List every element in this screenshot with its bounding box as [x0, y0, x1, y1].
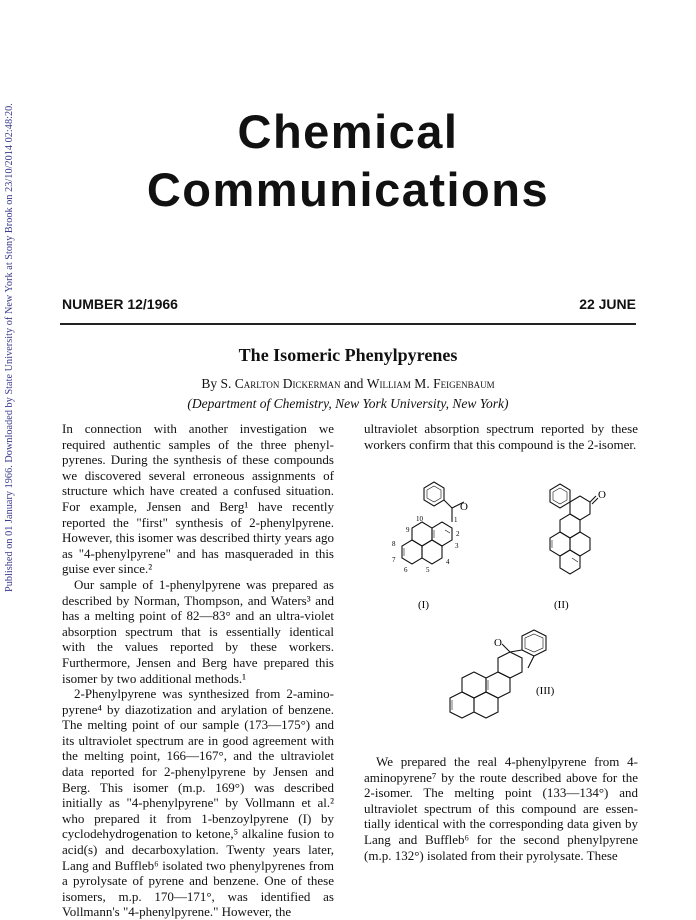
header-rule: [60, 323, 636, 325]
oxygen-atom-label: O: [598, 489, 606, 501]
journal-title-line2: Communications: [146, 163, 550, 216]
svg-text:5: 5: [426, 566, 430, 574]
left-column: [62, 421, 334, 920]
svg-text:1: 1: [454, 516, 458, 524]
svg-text:2: 2: [456, 530, 460, 538]
author-1: S. Carlton Dickerman: [220, 376, 341, 391]
svg-text:9: 9: [406, 526, 410, 534]
svg-text:6: 6: [404, 566, 408, 574]
download-notice: Published on 01 January 1966. Downloaded by State University of New York at Stony Brook on 23/10/2014 02:48:20.: [4, 103, 15, 592]
author-line: By S. Carlton Dickerman and William M. Feigenbaum: [201, 376, 495, 391]
affiliation: (Department of Chemistry, New York University, New York): [187, 396, 509, 411]
structure-II: [524, 474, 624, 614]
svg-text:3: 3: [455, 542, 459, 550]
svg-text:10: 10: [416, 515, 423, 523]
structure-label: (III): [536, 685, 555, 697]
structure-label: (I): [418, 599, 429, 611]
structure-I: [384, 474, 484, 614]
paragraph: In connection with another investigation we required authentic samples of the three phenyl-pyrenes. During the synthesis of these compounds we discovered several erroneous assignments of structure which have created a confused situation. For example, Jensen and Berg¹ have recently reported the "first" synthesis of 2-phenylpyrene. However, this isomer was described thirty years ago as "4-phenylpyrene" and has masqueraded in this guise ever since.²: [62, 421, 334, 577]
paragraph: We prepared the real 4-phenylpyrene from 4-aminopyrene⁷ by the route described above for the 2-isomer. The melting point (133—134°) and ultraviolet spectrum of this compound are essen-tially identical with the corresponding data given by Lang and Buffleb⁶ for the second phenylpyrene (m.p. 132°) isolated from their pyrolysate. These: [364, 754, 638, 863]
svg-text:8: 8: [392, 540, 396, 548]
right-column-top: [364, 421, 638, 452]
structure-III: [444, 622, 594, 742]
paragraph: 2-Phenylpyrene was synthesized from 2-amino-pyrene⁴ by diazotization and arylation of benzene. The melting point of our sample (173—175°) and its ultraviolet spectrum are in good agreement with the melting point, 166—167°, and the ultraviolet data reported for 2-phenylpyrene by Jensen and Berg. This isomer (m.p. 169°) was described initially as "4-phenylpyrene" by Vollmann et al.² who prepared it from 1-benzoylpyrene (I) by cyclodehydrogenation to ketone,⁵ alkaline fusion to acid(s) and decarboxylation. Twenty years later, Lang and Buffleb⁶ isolated two phenylpyrenes from a pyrolysate of pyrene and benzene. One of these isomers, m.p. 170—171°, was identified as Vollmann's "4-phenylpyrene." However, the: [62, 686, 334, 920]
journal-title-line1: Chemical: [237, 105, 459, 158]
author-2: William M. Feigenbaum: [366, 376, 495, 391]
oxygen-atom-label: O: [494, 637, 502, 649]
paragraph: Our sample of 1-phenylpyrene was prepared as described by Norman, Thompson, and Waters³ and has a melting point of 82—83° and an ultra-violet absorption spectrum that is essentially identical with the values reported by these workers. Furthermore, Jensen and Berg have prepared this isomer by two additional methods.¹: [62, 576, 334, 686]
issue-number: NUMBER 12/1966: [62, 296, 178, 312]
structure-label: (II): [554, 599, 569, 611]
right-column-bottom: [364, 754, 638, 863]
paragraph: ultraviolet absorption spectrum reported by these workers confirm that this compound is the 2-isomer.: [364, 421, 638, 452]
svg-text:7: 7: [392, 556, 396, 564]
issue-date: 22 JUNE: [579, 296, 636, 312]
svg-text:4: 4: [446, 558, 450, 566]
article-title: The Isomeric Phenylpyrenes: [238, 345, 458, 365]
oxygen-atom-label: O: [460, 501, 468, 513]
